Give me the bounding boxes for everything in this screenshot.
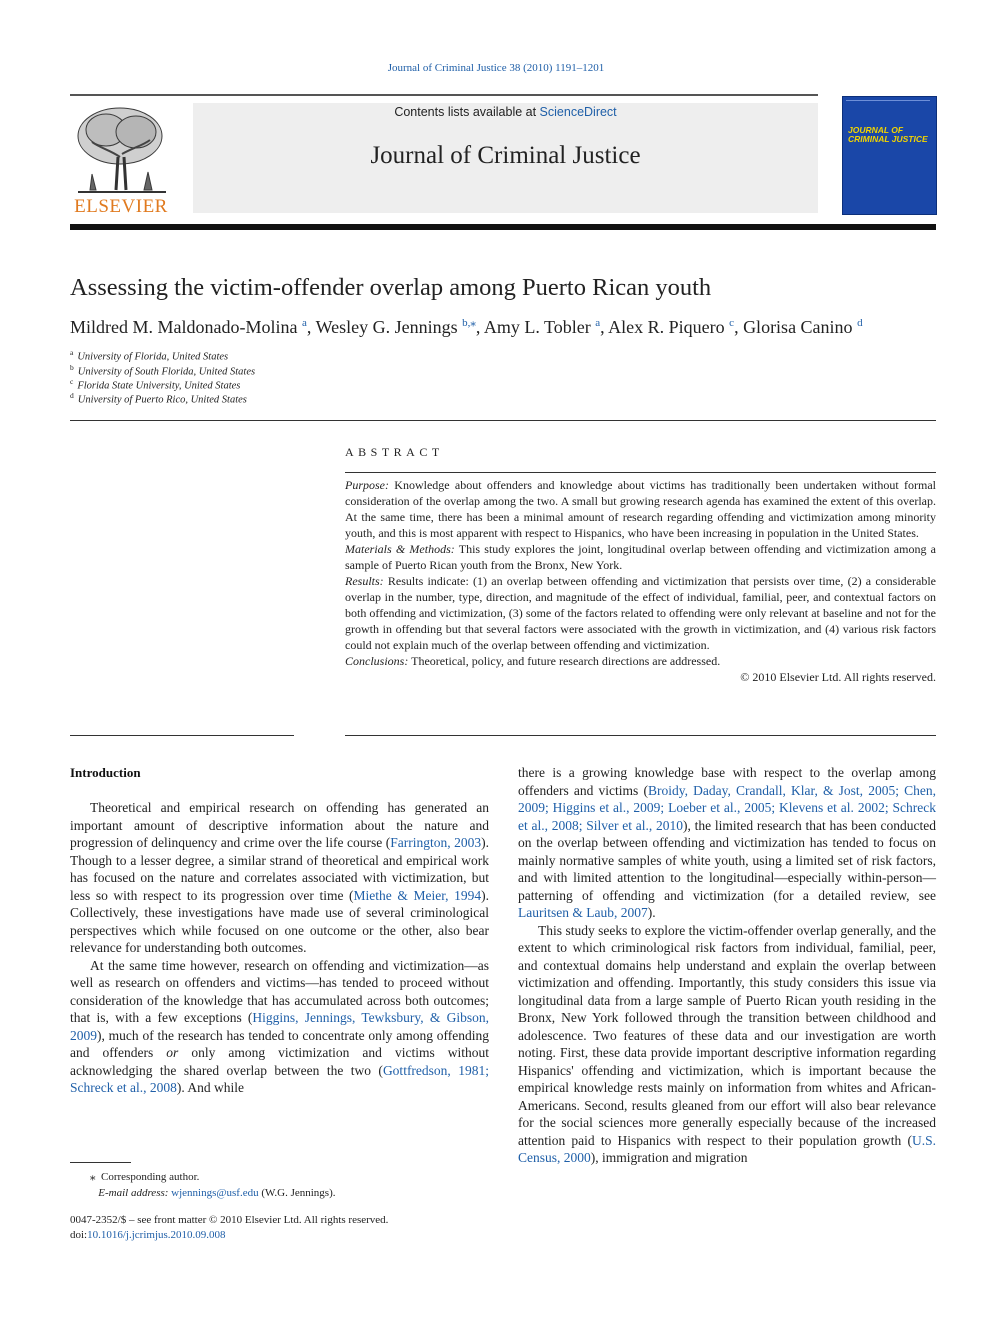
corresponding-author-note (70, 1170, 490, 1186)
footnote-mark: ⁎ (90, 1171, 96, 1183)
abstract-text: Results indicate: (1) an overlap between offending and victimization that persists over time, (2) a considerable overlap in the number, type, direction, and magnitude of the effect of individual, familial, peer, and contextual factors on both offending and victimization, (3) some of the factors related to offending were only relevant at baseline and not for the growth in offending but that several factors were associated with the growth in victimization, and (4) various risk factors could not explain much of the overlap between offending and victimization. (345, 574, 936, 652)
section-divider (70, 420, 936, 421)
abstract-label: Purpose: (345, 478, 389, 492)
author-affiliation-mark[interactable]: a (301, 317, 307, 329)
contents-available-line (193, 105, 818, 119)
emphasis-text: or (166, 1045, 179, 1060)
introduction-heading: Introduction (70, 765, 141, 780)
abstract-label: Materials & Methods: (345, 542, 455, 556)
author-name[interactable]: Mildred M. Maldonado-Molina (70, 317, 298, 337)
affiliation-text: University of South Florida, United States (77, 366, 256, 378)
reference-link[interactable]: U.S. Census, 2000 (518, 1132, 936, 1165)
issn-doi-block (70, 1213, 490, 1243)
affiliation-text: University of Puerto Rico, United States (77, 394, 247, 406)
footnote-text: Corresponding author. (101, 1171, 200, 1183)
abstract-conclusions (345, 653, 936, 669)
body-text: there is a growing knowledge base with respect to the overlap among offenders and victims ( (518, 765, 936, 798)
doi-link[interactable]: 10.1016/j.jcrimjus.2010.09.008 (87, 1229, 226, 1241)
body-text: only among victimization and victims without acknowledging the shared overlap between the two ( (70, 1045, 489, 1078)
affiliation-text: University of Florida, United States (77, 351, 229, 363)
abstract-rule (345, 472, 936, 473)
abstract-bottom-rule (345, 735, 936, 736)
affiliation-mark: a (70, 348, 74, 357)
abstract-text: Knowledge about offenders and knowledge about victims has traditionally been undertaken without formal consideration of the overlap among the two. A small but growing research agenda has examined the extent of this overlap. At the same time, there has been a minimal amount of research regarding offending and victimization among minority youth, and this is most apparent with respect to Hispanics, who have been increasing in population in the United States. (345, 478, 936, 540)
affiliation-mark: d (70, 391, 74, 400)
affiliation-mark: b (70, 363, 74, 372)
abstract-text: Theoretical, policy, and future research directions are addressed. (408, 654, 721, 668)
sciencedirect-link[interactable]: ScienceDirect (539, 105, 617, 119)
affiliation-a (70, 348, 228, 363)
affiliation-c (70, 377, 240, 392)
reference-link[interactable]: Broidy, Daday, Crandall, Klar, & Jost, 2005; Chen, 2009; Higgins et al., 2009; Loeber et al., 2005; Klevens et al. 2002; Schreck et al., 2008; Silver et al., 2010 (518, 782, 936, 833)
doi-line (70, 1228, 490, 1243)
body-text: ), much of the research has tended to concentrate only among offending and offenders (70, 1027, 489, 1060)
left-column-rule (70, 735, 294, 736)
body-right-column (518, 764, 936, 1167)
reference-link[interactable]: Miethe & Meier, 1994 (353, 887, 482, 903)
body-text: ). Though to a lesser degree, a similar strand of theoretical and empirical work has focused on the nature and correlates associated with victimization, but less so with respect to its progression over time ( (70, 835, 489, 903)
abstract-label: Results: (345, 574, 384, 588)
article-title: Assessing the victim-offender overlap among Puerto Rican youth (70, 274, 712, 301)
doi-label: doi: (70, 1229, 88, 1241)
reference-link[interactable]: Lauritsen & Laub, 2007 (518, 905, 648, 920)
email-owner: (W.G. Jennings). (261, 1186, 336, 1199)
author-affiliation-mark[interactable]: d (857, 317, 863, 329)
abstract-heading: ABSTRACT (345, 445, 444, 459)
cover-title: JOURNAL OF CRIMINAL JUSTICE (848, 125, 928, 144)
affiliation-b (70, 363, 255, 378)
author-affiliation-mark[interactable]: b,⁎ (462, 317, 476, 329)
email-label: E-mail address: (98, 1186, 169, 1199)
affiliation-d (70, 391, 247, 406)
journal-citation-link[interactable]: Journal of Criminal Justice 38 (2010) 1191–1201 (387, 62, 605, 74)
footnote-rule (70, 1162, 131, 1163)
elsevier-wordmark: ELSEVIER (74, 196, 168, 217)
body-paragraph (70, 957, 489, 1097)
email-note (70, 1186, 490, 1202)
reference-link[interactable]: Gottfredson, 1981; Schreck et al., 2008 (70, 1062, 489, 1095)
journal-cover-thumbnail[interactable] (842, 96, 937, 215)
abstract-results (345, 573, 936, 653)
abstract-methods (345, 541, 936, 573)
body-text: ). Collectively, these investigations have made use of several criminological perspectives which while focused on one outcome or the other, also bear relevance for understanding both outcomes. (70, 887, 489, 955)
author-list: Mildred M. Maldonado-Molina $^a$, Wesley G. Jennings $^{b,⁎}$, Amy L. Tobler $^a$, Alex R. Piquero $^c$, Glorisa Canino $^d$ (70, 317, 863, 337)
author-name[interactable]: Amy L. Tobler (483, 317, 591, 337)
body-text: Theoretical and empirical research on offending has generated an important amount of descriptive information about the nature and progression of delinquency and crime over the life course ( (70, 800, 489, 850)
author-affiliation-mark[interactable]: a (595, 317, 601, 329)
masthead-thick-rule (70, 224, 936, 230)
contents-prefix: Contents lists available at (394, 105, 540, 119)
abstract-purpose (345, 477, 936, 541)
issn-line: 0047-2352/$ – see front matter © 2010 Elsevier Ltd. All rights reserved. (70, 1214, 389, 1226)
copyright-notice: © 2010 Elsevier Ltd. All rights reserved. (740, 670, 936, 684)
header-divider (70, 94, 818, 96)
author-name[interactable]: Glorisa Canino (743, 317, 853, 337)
email-link[interactable]: wjennings@usf.edu (171, 1186, 259, 1199)
body-text: At the same time however, research on offending and victimization—as well as research on offenders and victims—has tended to proceed without consideration of the knowledge that has accumulated across both outcomes; that is, with a few exceptions ( (70, 957, 489, 1025)
body-paragraph (518, 922, 936, 1167)
abstract-body (345, 477, 936, 685)
body-text: This study seeks to explore the victim-offender overlap generally, and the extent to which criminological risk factors from individual, familial, peer, and contextual domains help understand and explain the overlap between victimization and offending. Importantly, this study considers this issue via longitudinal data from a large sample of Puerto Rican youth residing in the Bronx, New York followed through the transition between childhood and adolescence. Two features of these data and our investigation are worth noting. First, these data provide important descriptive information regarding Hispanics' offending and victimization, which is important because the empirical knowledge rests mainly on information from whites and African-Americans. Second, results gleaned from our effort will also bear relevance for the social sciences more generally especially because of the increased attention paid to Hispanics with respect to their population growth ( (518, 922, 936, 1148)
body-text: ), the limited research that has been conducted on the overlap between offending and victimization has tended to focus on mainly normative samples of white youth, using a limited set of risk factors, and with limited attention to the longitudinal—especially within-person—patterning of offending and victimization (for a detailed review, see (518, 817, 936, 903)
body-paragraph (70, 799, 489, 957)
author-name[interactable]: Wesley G. Jennings (315, 317, 458, 337)
affiliation-text: Florida State University, United States (77, 380, 241, 392)
footnote (70, 1170, 490, 1201)
affiliation-mark: c (70, 377, 74, 386)
body-left-column (70, 799, 489, 1097)
journal-title: Journal of Criminal Justice (370, 142, 641, 169)
reference-link[interactable]: Farrington, 2003 (390, 835, 482, 850)
abstract-text: This study explores the joint, longitudinal overlap between offending and victimization among a sample of Puerto Rican youth from the Bronx, New York. (345, 542, 936, 572)
author-affiliation-mark[interactable]: c (729, 317, 735, 329)
abstract-label: Conclusions: (345, 654, 409, 668)
author-name[interactable]: Alex R. Piquero (608, 317, 725, 337)
reference-link[interactable]: Higgins, Jennings, Tewksbury, & Gibson, 2009 (70, 1010, 489, 1043)
body-text: ), immigration and migration (590, 1150, 748, 1165)
body-paragraph (518, 764, 936, 922)
body-text: ). And while (176, 1080, 244, 1095)
body-text: ). (647, 905, 656, 920)
cover-header-line (846, 100, 930, 104)
